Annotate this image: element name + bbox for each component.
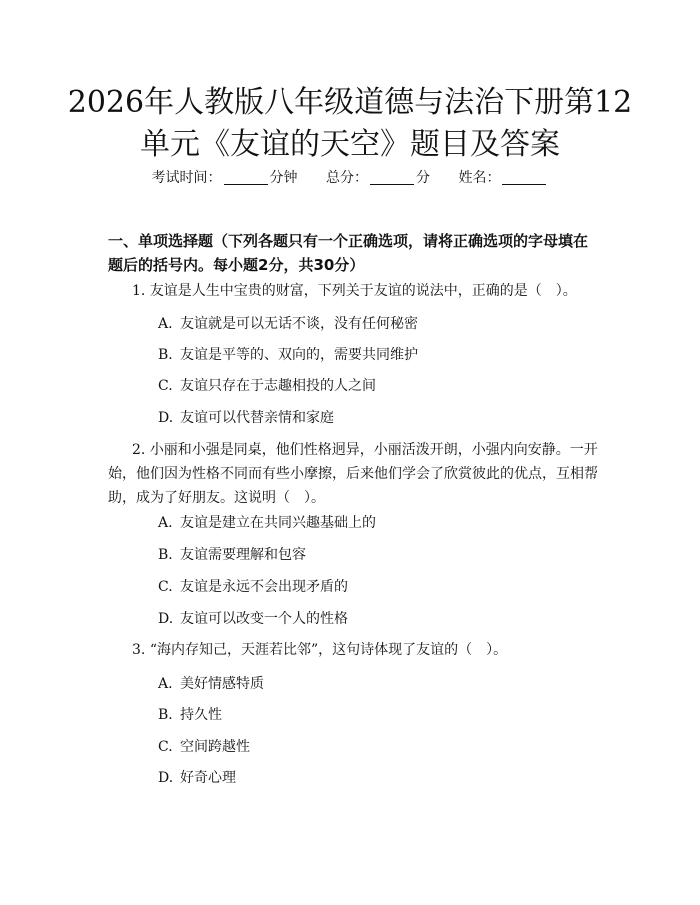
exam-info-bar: [0, 168, 700, 188]
question-1-stem: [108, 279, 598, 303]
option-letter: A.: [158, 316, 173, 332]
exam-time-label: 考试时间：: [151, 170, 222, 186]
option-text: 空间跨越性: [180, 739, 250, 755]
option-letter: A.: [158, 676, 173, 692]
question-1-option-c: [158, 376, 376, 396]
student-name-field: [458, 168, 548, 188]
question-3-option-c: [158, 737, 250, 757]
question-1-option-b: [158, 345, 418, 365]
question-3-text: “海内存知己，天涯若比邻”，这句诗体现了友谊的（ ）。: [149, 642, 508, 658]
question-3-option-d: [158, 768, 236, 788]
option-text: 持久性: [180, 707, 222, 723]
exam-time-field: [152, 168, 298, 188]
question-2-stem: [108, 438, 598, 510]
question-1-number: 1.: [132, 283, 146, 299]
question-3-number: 3.: [132, 642, 146, 658]
question-3-option-a: [158, 674, 264, 694]
option-letter: B.: [158, 707, 173, 723]
option-letter: D.: [158, 611, 174, 627]
option-letter: C.: [158, 579, 173, 595]
total-score-label: 总分：: [326, 170, 368, 186]
option-letter: A.: [158, 515, 173, 531]
question-2-option-c: [158, 577, 348, 597]
section-heading: 一、单项选择题（下列各题只有一个正确选项，请将正确选项的字母填在题后的括号内。每小题2分，共30分）: [108, 232, 589, 274]
option-letter: B.: [158, 547, 173, 563]
document-title: [60, 83, 640, 167]
option-text: 好奇心理: [180, 770, 236, 786]
option-letter: D.: [158, 410, 174, 426]
option-letter: B.: [158, 347, 173, 363]
exam-time-unit: 分钟: [269, 170, 298, 186]
option-text: 友谊只存在于志趣相投的人之间: [180, 378, 376, 394]
option-text: 美好情感特质: [180, 676, 264, 692]
option-text: 友谊就是可以无话不谈，没有任何秘密: [180, 316, 418, 332]
option-text: 友谊是建立在共同兴趣基础上的: [180, 515, 376, 531]
question-1-option-a: [158, 314, 418, 334]
question-1-text: 友谊是人生中宝贵的财富，下列关于友谊的说法中，正确的是（ ）。: [149, 283, 577, 299]
option-text: 友谊是平等的、双向的，需要共同维护: [180, 347, 418, 363]
question-2-text: 小丽和小强是同桌，他们性格迥异，小丽活泼开朗，小强内向安静。一开始，他们因为性格不同而有些小摩擦，后来他们学会了欣赏彼此的优点，互相帮助，成为了好朋友。这说明（ ）。: [108, 442, 598, 506]
student-name-label: 姓名：: [458, 170, 501, 186]
exam-time-blank: [224, 170, 268, 185]
question-2-option-d: [158, 609, 348, 629]
question-1-option-d: [158, 408, 334, 428]
option-text: 友谊可以代替亲情和家庭: [180, 410, 334, 426]
student-name-blank: [502, 170, 546, 185]
title-line-2: 单元《友谊的天空》题目及答案: [140, 127, 560, 162]
question-3-option-b: [158, 705, 222, 725]
option-text: 友谊可以改变一个人的性格: [180, 611, 348, 627]
option-letter: D.: [158, 770, 174, 786]
question-2-number: 2.: [132, 442, 146, 458]
question-2-option-a: [158, 513, 376, 533]
option-letter: C.: [158, 378, 173, 394]
total-score-field: [326, 168, 430, 188]
option-letter: C.: [158, 739, 173, 755]
question-2-option-b: [158, 545, 306, 565]
option-text: 友谊是永远不会出现矛盾的: [180, 579, 348, 595]
total-score-unit: 分: [416, 170, 430, 186]
title-line-1: 2026年人教版八年级道德与法治下册第12: [67, 85, 633, 120]
question-3-stem: [108, 638, 598, 662]
total-score-blank: [370, 170, 414, 185]
option-text: 友谊需要理解和包容: [180, 547, 306, 563]
